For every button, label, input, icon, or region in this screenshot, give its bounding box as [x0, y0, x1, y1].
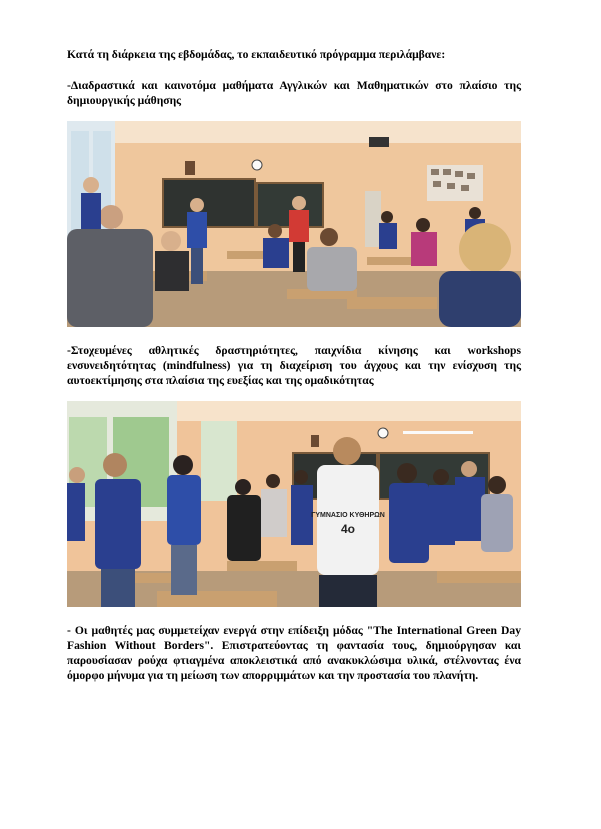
classroom-photo [67, 121, 521, 327]
shirt-print-number: 4ο [340, 522, 356, 536]
circle-activity-photo [67, 401, 521, 607]
activity-paragraph-sports: -Στοχευμένες αθλητικές δραστηριότητες, παιχνίδια κίνησης και workshops ενσυνειδητότητας (mindfulness) για τη διαχείριση του άγχους και την ενίσχυση της αυτοεκτίμησης στα πλαίσια της ευεξίας και της ομαδικότητας [67, 344, 521, 387]
classroom-photo-illustration [67, 121, 521, 327]
shirt-print-school: ΓΥΜΝΑΣΙΟ ΚΥΘΗΡΩΝ [311, 512, 385, 519]
activity-paragraph-lessons: -Διαδραστικά και καινοτόμα μαθήματα Αγγλικών και Μαθηματικών στο πλαίσιο της δημιουργικής μάθησης [67, 79, 521, 107]
intro-paragraph: Κατά τη διάρκεια της εβδομάδας, το εκπαιδευτικό πρόγραμμα περιλάμβανε: [67, 48, 446, 61]
fashion-show-paragraph: - Οι μαθητές μας συμμετείχαν ενεργά στην επίδειξη μόδας "The International Green Day Fashion Without Borders". Επιστρατεύοντας τη φαντασία τους, δημιούργησαν και παρουσίασαν ρούχα φτιαγμένα αποκλειστικά από ανακυκλώσιμα υλικά, στέλνοντας ένα όμορφο μήνυμα για τη μείωση των απορριμμάτων και την προστασία του πλανήτη. [67, 624, 521, 682]
circle-activity-photo-illustration [67, 401, 521, 607]
